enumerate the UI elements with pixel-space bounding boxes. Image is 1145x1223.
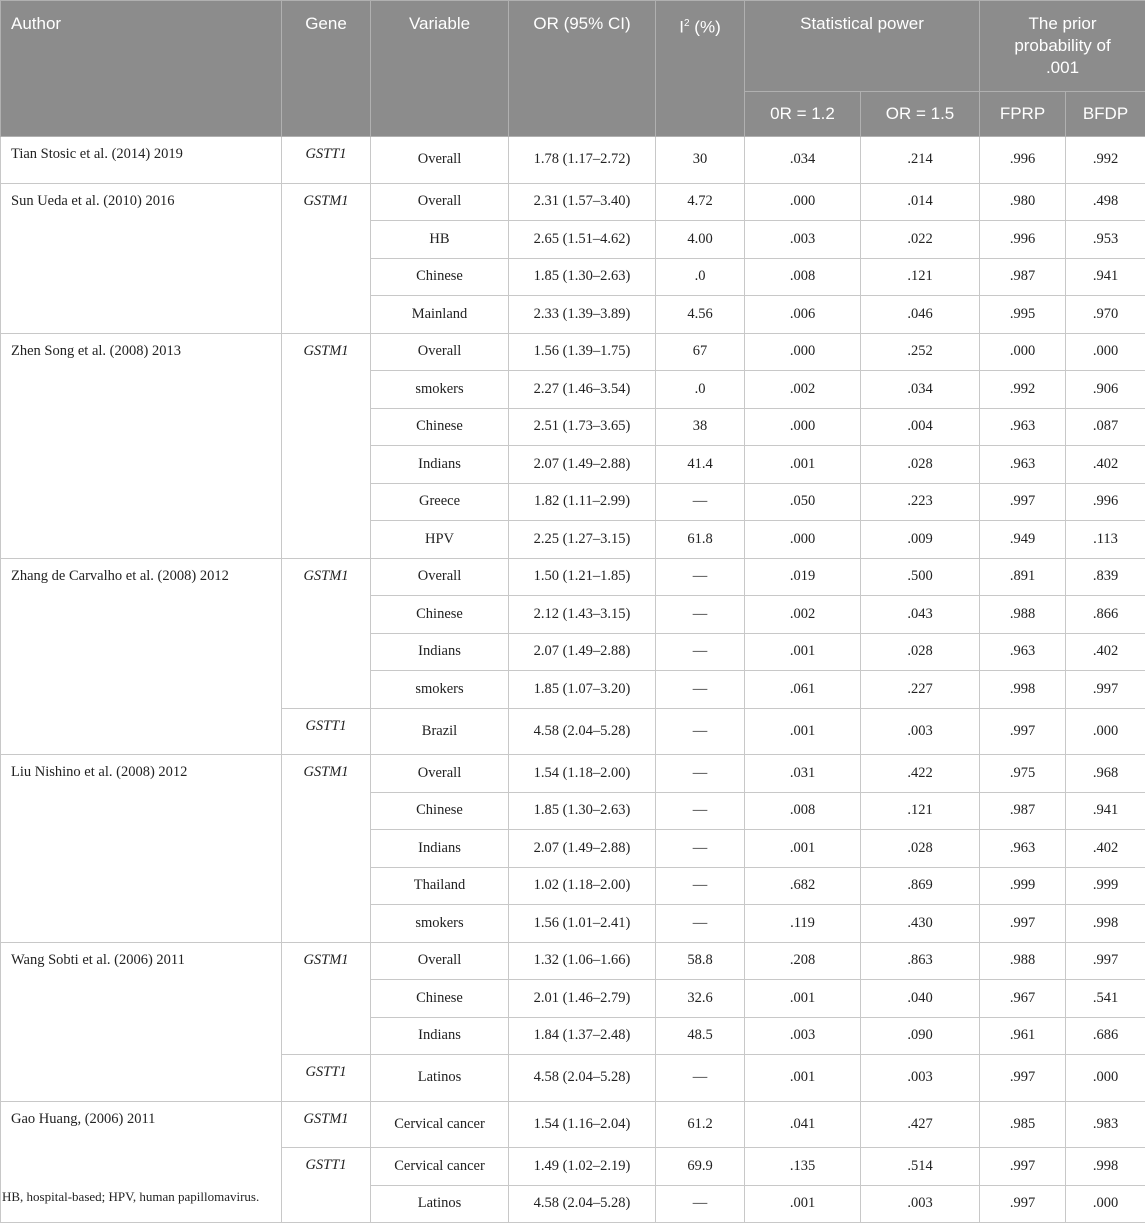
power-or-1-2-cell: .119	[745, 905, 861, 943]
bfdp-cell: .906	[1066, 371, 1145, 409]
variable-cell: Overall	[371, 333, 509, 371]
or-ci-cell: 1.56 (1.01–2.41)	[509, 905, 656, 943]
or-ci-cell: 2.07 (1.49–2.88)	[509, 633, 656, 671]
i2-cell: 4.72	[656, 183, 745, 221]
power-or-1-2-cell: .001	[745, 830, 861, 868]
power-or-1-2-cell: .031	[745, 755, 861, 793]
power-or-1-2-cell: .001	[745, 1055, 861, 1102]
power-or-1-2-cell: .061	[745, 671, 861, 709]
power-or-1-5-cell: .223	[861, 483, 980, 521]
power-or-1-5-cell: .003	[861, 1055, 980, 1102]
i2-cell: 38	[656, 408, 745, 446]
variable-cell: Latinos	[371, 1185, 509, 1223]
gene-cell: GSTM1	[282, 755, 371, 943]
power-or-1-5-cell: .028	[861, 830, 980, 868]
fprp-cell: .996	[980, 137, 1066, 184]
i2-cell: —	[656, 633, 745, 671]
power-or-1-5-cell: .043	[861, 596, 980, 634]
table-header	[1, 1, 1145, 137]
bfdp-cell: .113	[1066, 521, 1145, 559]
i2-cell: —	[656, 671, 745, 709]
power-or-1-2-cell: .001	[745, 1185, 861, 1223]
i2-cell: —	[656, 867, 745, 905]
variable-cell: Overall	[371, 183, 509, 221]
gene-cell: GSTM1	[282, 1101, 371, 1148]
or-ci-cell: 2.25 (1.27–3.15)	[509, 521, 656, 559]
author-cell: Wang Sobti et al. (2006) 2011	[1, 942, 282, 1101]
power-or-1-5-cell: .430	[861, 905, 980, 943]
variable-cell: Chinese	[371, 408, 509, 446]
variable-cell: Greece	[371, 483, 509, 521]
power-or-1-5-cell: .227	[861, 671, 980, 709]
variable-cell: Indians	[371, 830, 509, 868]
i2-cell: —	[656, 792, 745, 830]
power-or-1-5-cell: .422	[861, 755, 980, 793]
bfdp-cell: .000	[1066, 708, 1145, 755]
bfdp-cell: .996	[1066, 483, 1145, 521]
bfdp-cell: .997	[1066, 671, 1145, 709]
or-ci-cell: 2.07 (1.49–2.88)	[509, 446, 656, 484]
fprp-cell: .996	[980, 221, 1066, 259]
fprp-cell: .975	[980, 755, 1066, 793]
or-ci-cell: 4.58 (2.04–5.28)	[509, 708, 656, 755]
gene-cell: GSTT1	[282, 137, 371, 184]
power-or-1-5-cell: .003	[861, 708, 980, 755]
bfdp-cell: .970	[1066, 296, 1145, 334]
header-author: Author	[1, 1, 282, 137]
header-fprp: FPRP	[980, 92, 1066, 137]
bfdp-cell: .541	[1066, 980, 1145, 1018]
or-ci-cell: 1.85 (1.30–2.63)	[509, 258, 656, 296]
fprp-cell: .997	[980, 905, 1066, 943]
variable-cell: Indians	[371, 446, 509, 484]
fprp-cell: .997	[980, 1148, 1066, 1186]
power-or-1-5-cell: .040	[861, 980, 980, 1018]
variable-cell: Chinese	[371, 596, 509, 634]
or-ci-cell: 2.12 (1.43–3.15)	[509, 596, 656, 634]
i2-cell: .0	[656, 371, 745, 409]
or-ci-cell: 2.65 (1.51–4.62)	[509, 221, 656, 259]
variable-cell: Overall	[371, 942, 509, 980]
or-ci-cell: 1.50 (1.21–1.85)	[509, 558, 656, 596]
power-or-1-5-cell: .046	[861, 296, 980, 334]
variable-cell: Mainland	[371, 296, 509, 334]
power-or-1-2-cell: .208	[745, 942, 861, 980]
author-cell: Zhen Song et al. (2008) 2013	[1, 333, 282, 558]
power-or-1-5-cell: .500	[861, 558, 980, 596]
fprp-cell: .963	[980, 830, 1066, 868]
fprp-cell: .000	[980, 333, 1066, 371]
or-ci-cell: 1.82 (1.11–2.99)	[509, 483, 656, 521]
or-ci-cell: 4.58 (2.04–5.28)	[509, 1185, 656, 1223]
bfdp-cell: .000	[1066, 333, 1145, 371]
power-or-1-2-cell: .000	[745, 521, 861, 559]
bfdp-cell: .941	[1066, 792, 1145, 830]
variable-cell: smokers	[371, 905, 509, 943]
variable-cell: Brazil	[371, 708, 509, 755]
bfdp-cell: .998	[1066, 905, 1145, 943]
i2-cell: 48.5	[656, 1017, 745, 1055]
header-statistical-power: Statistical power	[745, 1, 980, 92]
bfdp-cell: .498	[1066, 183, 1145, 221]
header-gene: Gene	[282, 1, 371, 137]
or-ci-cell: 1.32 (1.06–1.66)	[509, 942, 656, 980]
fprp-cell: .987	[980, 792, 1066, 830]
bfdp-cell: .839	[1066, 558, 1145, 596]
fprp-cell: .985	[980, 1101, 1066, 1148]
gene-cell: GSTT1	[282, 708, 371, 755]
bfdp-cell: .953	[1066, 221, 1145, 259]
power-or-1-5-cell: .514	[861, 1148, 980, 1186]
power-or-1-5-cell: .090	[861, 1017, 980, 1055]
bfdp-cell: .866	[1066, 596, 1145, 634]
i2-cell: —	[656, 830, 745, 868]
variable-cell: Overall	[371, 558, 509, 596]
bfdp-cell: .087	[1066, 408, 1145, 446]
gene-cell: GSTT1	[282, 1148, 371, 1223]
power-or-1-2-cell: .000	[745, 333, 861, 371]
or-ci-cell: 4.58 (2.04–5.28)	[509, 1055, 656, 1102]
power-or-1-2-cell: .034	[745, 137, 861, 184]
gene-cell: GSTM1	[282, 942, 371, 1055]
or-ci-cell: 1.85 (1.30–2.63)	[509, 792, 656, 830]
power-or-1-2-cell: .135	[745, 1148, 861, 1186]
bfdp-cell: .983	[1066, 1101, 1145, 1148]
variable-cell: Chinese	[371, 980, 509, 1018]
power-or-1-5-cell: .121	[861, 258, 980, 296]
table-row	[1, 755, 1145, 793]
i2-cell: 30	[656, 137, 745, 184]
fprp-cell: .987	[980, 258, 1066, 296]
power-or-1-2-cell: .001	[745, 708, 861, 755]
power-or-1-5-cell: .427	[861, 1101, 980, 1148]
variable-cell: Chinese	[371, 792, 509, 830]
fprp-cell: .997	[980, 483, 1066, 521]
bfdp-cell: .000	[1066, 1185, 1145, 1223]
author-cell: Sun Ueda et al. (2010) 2016	[1, 183, 282, 333]
fprp-cell: .988	[980, 942, 1066, 980]
power-or-1-5-cell: .034	[861, 371, 980, 409]
variable-cell: smokers	[371, 671, 509, 709]
power-or-1-5-cell: .028	[861, 633, 980, 671]
fprp-cell: .963	[980, 446, 1066, 484]
fprp-cell: .999	[980, 867, 1066, 905]
i2-cell: 61.8	[656, 521, 745, 559]
fprp-cell: .961	[980, 1017, 1066, 1055]
i2-cell: 4.56	[656, 296, 745, 334]
power-or-1-2-cell: .002	[745, 371, 861, 409]
or-ci-cell: 1.56 (1.39–1.75)	[509, 333, 656, 371]
table-row	[1, 333, 1145, 371]
fprp-cell: .997	[980, 1055, 1066, 1102]
i2-cell: —	[656, 1185, 745, 1223]
or-ci-cell: 1.49 (1.02–2.19)	[509, 1148, 656, 1186]
power-or-1-2-cell: .001	[745, 446, 861, 484]
or-ci-cell: 2.01 (1.46–2.79)	[509, 980, 656, 1018]
power-or-1-2-cell: .019	[745, 558, 861, 596]
power-or-1-2-cell: .050	[745, 483, 861, 521]
i2-cell: 32.6	[656, 980, 745, 1018]
gene-cell: GSTM1	[282, 333, 371, 558]
bfdp-cell: .402	[1066, 830, 1145, 868]
variable-cell: Cervical cancer	[371, 1101, 509, 1148]
i2-cell: —	[656, 483, 745, 521]
fprp-cell: .997	[980, 708, 1066, 755]
or-ci-cell: 2.27 (1.46–3.54)	[509, 371, 656, 409]
or-ci-cell: 2.51 (1.73–3.65)	[509, 408, 656, 446]
or-ci-cell: 1.84 (1.37–2.48)	[509, 1017, 656, 1055]
table-row	[1, 942, 1145, 980]
fprp-cell: .963	[980, 408, 1066, 446]
power-or-1-2-cell: .000	[745, 183, 861, 221]
header-bfdp: BFDP	[1066, 92, 1145, 137]
i2-cell: 58.8	[656, 942, 745, 980]
i2-cell: 67	[656, 333, 745, 371]
fprp-cell: .967	[980, 980, 1066, 1018]
i2-cell: —	[656, 708, 745, 755]
bfdp-cell: .402	[1066, 446, 1145, 484]
or-ci-cell: 1.78 (1.17–2.72)	[509, 137, 656, 184]
fprp-cell: .963	[980, 633, 1066, 671]
fprp-cell: .980	[980, 183, 1066, 221]
variable-cell: Indians	[371, 633, 509, 671]
power-or-1-2-cell: .001	[745, 633, 861, 671]
i2-cell: —	[656, 755, 745, 793]
bfdp-cell: .000	[1066, 1055, 1145, 1102]
author-cell: Zhang de Carvalho et al. (2008) 2012	[1, 558, 282, 755]
i2-cell: 61.2	[656, 1101, 745, 1148]
power-or-1-5-cell: .009	[861, 521, 980, 559]
variable-cell: HB	[371, 221, 509, 259]
bfdp-cell: .941	[1066, 258, 1145, 296]
fprp-cell: .891	[980, 558, 1066, 596]
i2-cell: —	[656, 558, 745, 596]
bfdp-cell: .402	[1066, 633, 1145, 671]
variable-cell: Indians	[371, 1017, 509, 1055]
header-or-ci: OR (95% CI)	[509, 1, 656, 137]
power-or-1-5-cell: .869	[861, 867, 980, 905]
bfdp-cell: .686	[1066, 1017, 1145, 1055]
variable-cell: Overall	[371, 137, 509, 184]
or-ci-cell: 2.07 (1.49–2.88)	[509, 830, 656, 868]
power-or-1-5-cell: .004	[861, 408, 980, 446]
power-or-1-2-cell: .682	[745, 867, 861, 905]
fprp-cell: .992	[980, 371, 1066, 409]
power-or-1-5-cell: .014	[861, 183, 980, 221]
or-ci-cell: 1.02 (1.18–2.00)	[509, 867, 656, 905]
power-or-1-2-cell: .003	[745, 221, 861, 259]
i2-cell: 69.9	[656, 1148, 745, 1186]
power-or-1-5-cell: .028	[861, 446, 980, 484]
author-cell: Liu Nishino et al. (2008) 2012	[1, 755, 282, 943]
power-or-1-5-cell: .252	[861, 333, 980, 371]
table-row	[1, 137, 1145, 184]
variable-cell: Cervical cancer	[371, 1148, 509, 1186]
table-row	[1, 1101, 1145, 1148]
power-or-1-5-cell: .003	[861, 1185, 980, 1223]
variable-cell: HPV	[371, 521, 509, 559]
variable-cell: Latinos	[371, 1055, 509, 1102]
table-row	[1, 183, 1145, 221]
gene-cell: GSTT1	[282, 1055, 371, 1102]
fprp-cell: .949	[980, 521, 1066, 559]
power-or-1-5-cell: .214	[861, 137, 980, 184]
fprp-cell: .997	[980, 1185, 1066, 1223]
power-or-1-2-cell: .008	[745, 258, 861, 296]
power-or-1-2-cell: .002	[745, 596, 861, 634]
power-or-1-2-cell: .008	[745, 792, 861, 830]
variable-cell: smokers	[371, 371, 509, 409]
or-ci-cell: 1.54 (1.18–2.00)	[509, 755, 656, 793]
header-or-1-2: 0R = 1.2	[745, 92, 861, 137]
gene-cell: GSTM1	[282, 183, 371, 333]
or-ci-cell: 2.33 (1.39–3.89)	[509, 296, 656, 334]
i2-cell: —	[656, 905, 745, 943]
bfdp-cell: .999	[1066, 867, 1145, 905]
i2-cell: —	[656, 1055, 745, 1102]
table-footnote: HB, hospital-based; HPV, human papillomavirus.	[2, 1189, 259, 1205]
variable-cell: Overall	[371, 755, 509, 793]
table-row	[1, 558, 1145, 596]
table-body	[1, 137, 1145, 1223]
i2-cell: —	[656, 596, 745, 634]
i2-cell: 4.00	[656, 221, 745, 259]
or-ci-cell: 1.85 (1.07–3.20)	[509, 671, 656, 709]
or-ci-cell: 1.54 (1.16–2.04)	[509, 1101, 656, 1148]
or-ci-cell: 2.31 (1.57–3.40)	[509, 183, 656, 221]
fprp-cell: .998	[980, 671, 1066, 709]
variable-cell: Thailand	[371, 867, 509, 905]
power-or-1-5-cell: .121	[861, 792, 980, 830]
bfdp-cell: .968	[1066, 755, 1145, 793]
i2-cell: 41.4	[656, 446, 745, 484]
fprp-cell: .995	[980, 296, 1066, 334]
power-or-1-2-cell: .001	[745, 980, 861, 1018]
header-prior-probability: The prior probability of .001	[980, 1, 1145, 92]
variable-cell: Chinese	[371, 258, 509, 296]
power-or-1-5-cell: .022	[861, 221, 980, 259]
author-cell: Gao Huang, (2006) 2011	[1, 1101, 282, 1223]
power-or-1-2-cell: .000	[745, 408, 861, 446]
bfdp-cell: .998	[1066, 1148, 1145, 1186]
bfdp-cell: .992	[1066, 137, 1145, 184]
power-or-1-2-cell: .006	[745, 296, 861, 334]
power-or-1-5-cell: .863	[861, 942, 980, 980]
fprp-cell: .988	[980, 596, 1066, 634]
i2-cell: .0	[656, 258, 745, 296]
power-or-1-2-cell: .041	[745, 1101, 861, 1148]
power-or-1-2-cell: .003	[745, 1017, 861, 1055]
header-variable: Variable	[371, 1, 509, 137]
bfdp-cell: .997	[1066, 942, 1145, 980]
author-cell: Tian Stosic et al. (2014) 2019	[1, 137, 282, 184]
gene-cell: GSTM1	[282, 558, 371, 708]
header-or-1-5: OR = 1.5	[861, 92, 980, 137]
header-i2: $I^2$ (%)	[656, 1, 745, 137]
